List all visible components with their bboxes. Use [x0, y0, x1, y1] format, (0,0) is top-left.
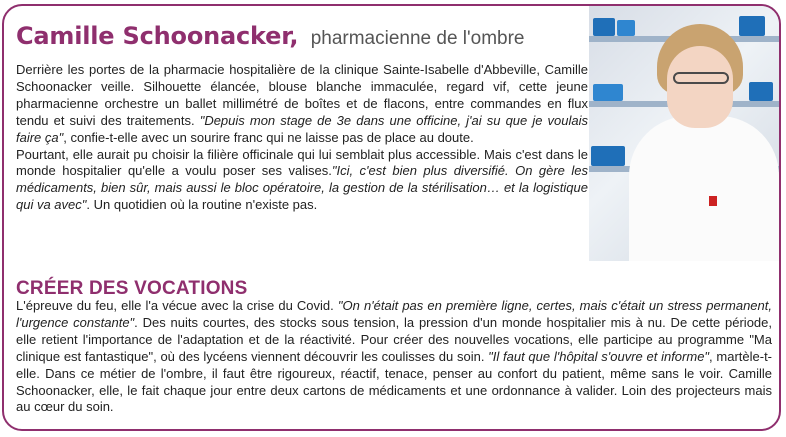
section-heading: CRÉER DES VOCATIONS — [16, 278, 248, 299]
pharmacist-photo — [589, 6, 779, 261]
article-title-role: pharmacienne de l'ombre — [310, 28, 525, 49]
article-title-name: Camille Schoonacker, — [16, 22, 299, 50]
article-header — [16, 22, 525, 50]
intro-paragraph-1: Derrière les portes de la pharmacie hospitalière de la clinique Sainte-Isabelle d'Abbeville, Camille Schoonacker veille. Silhouette élancée, blouse blanche immaculée, regard vif, cette jeune pharmacienne orchestre un ballet millimétré de boîtes et de flacons, entre commandes en flux tendu et suivi des traitements. "Depuis mon stage de 3e dans une officine, j'ai su que je voulais faire ça", confie-t-elle avec un sourire franc qui ne laisse pas de place au doute. — [16, 62, 589, 145]
intro-paragraph-2: Pourtant, elle aurait pu choisir la filière officinale qui lui semblait plus accessible. Mais c'est dans le monde hospitalier qu'elle a voulu poser ses valises."Ici, c'est bien plus diversifié. On gère les médicaments, bien sûr, mais aussi le bloc opératoire, la gestion de la stérilisation… et la logistique qui va avec". Un quotidien où la routine n'existe pas. — [16, 146, 588, 213]
article-frame — [2, 4, 781, 431]
intro-paragraph — [16, 62, 588, 214]
body-paragraph: L'épreuve du feu, elle l'a vécue avec la crise du Covid. "On n'était pas en première ligne, certes, mais c'était un stress permanent, l'urgence constante". Des nuits courtes, des stocks sous tension, la pression d'un monde hospitalier mis à nu. De cette période, elle retient l'importance de l'adaptation et de la réactivité. Pour créer des nouvelles vocations, elle participe au programme "Ma clinique est fantastique", où des lycéens viennent découvrir les coulisses du soin. "Il faut que l'hôpital s'ouvre et informe", martèle-t-elle. Dans ce métier de l'ombre, il faut être rigoureux, réactif, tenace, penser au confort du patient, même sans le voir. Camille Schoonacker, elle, le fait chaque jour entre deux cartons de médicaments et une ordonnance à valider. Loin des projecteurs mais au cœur du soin. — [16, 298, 773, 415]
